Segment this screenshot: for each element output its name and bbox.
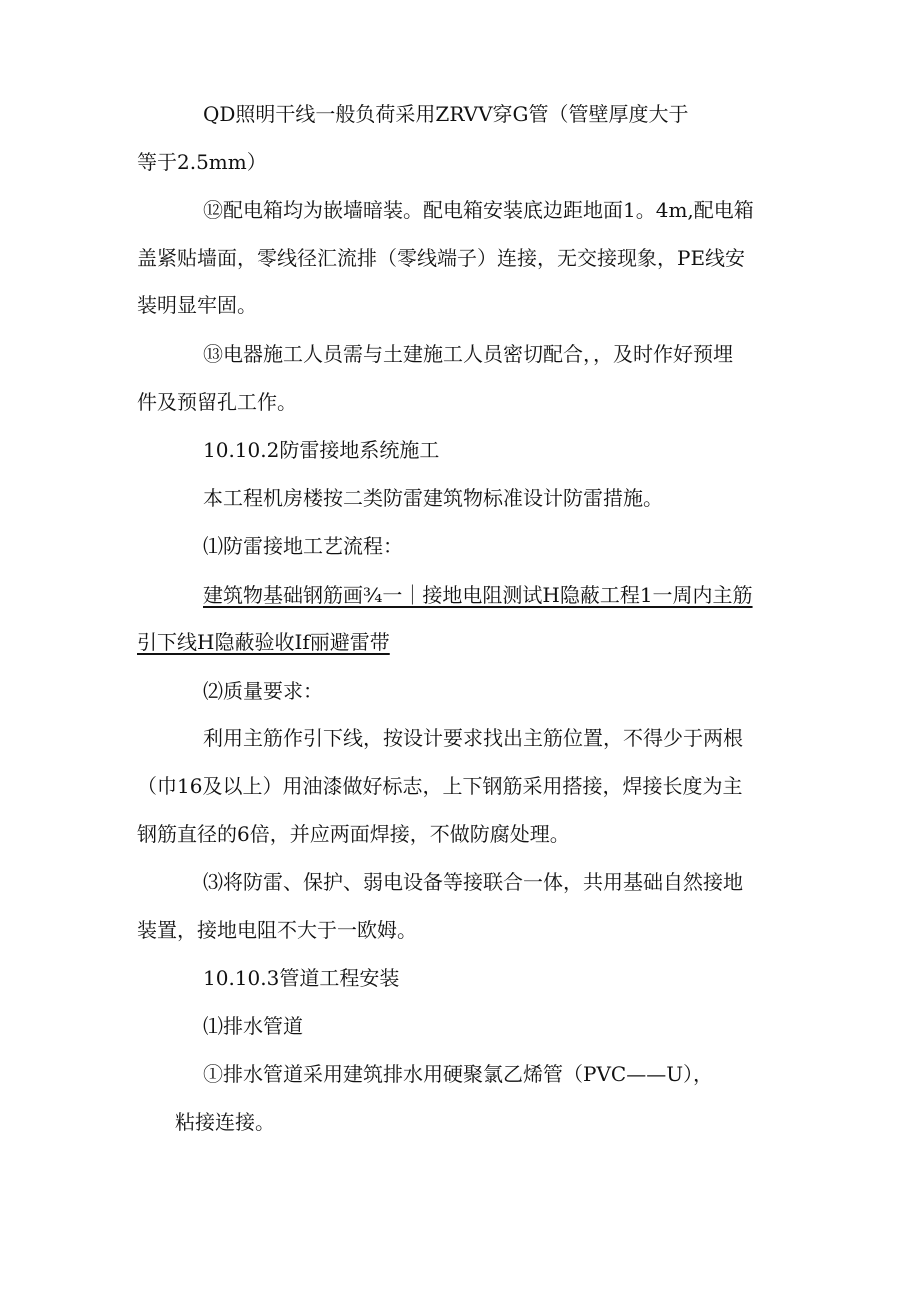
process-flow-line: 建筑物基础钢筋画¾一｜接地电阻测试H隐蔽工程1一周内主筋 <box>203 583 753 607</box>
text-line: ⑵质量要求： <box>203 679 323 703</box>
section-heading: 10.10.2防雷接地系统施工 <box>203 438 440 462</box>
text-line: 装置，接地电阻不大于一欧姆。 <box>137 918 417 942</box>
text-line: ①排水管道采用建筑排水用硬聚氯乙烯管（PVC——U）， <box>203 1062 714 1086</box>
text-line: QD照明干线一般负荷采用ZRVV穿G管（管壁厚度大于 <box>203 102 689 126</box>
text-line: ⑶将防雷、保护、弱电设备等接联合一体，共用基础自然接地 <box>203 870 743 894</box>
process-flow-line: 引下线H隐蔽验收If丽避雷带 <box>137 630 390 654</box>
text-line: 件及预留孔工作。 <box>137 390 297 414</box>
text-line: （巾16及以上）用油漆做好标志，上下钢筋采用搭接，焊接长度为主 <box>137 774 743 798</box>
text-line: 等于2.5mm） <box>137 150 267 174</box>
text-line: ⑫配电箱均为嵌墙暗装。配电箱安装底边距地面1。4m,配电箱 <box>203 198 754 222</box>
section-heading: 10.10.3管道工程安装 <box>203 966 400 990</box>
text-line: ⑬电器施工人员需与土建施工人员密切配合，，及时作好预埋 <box>203 342 733 366</box>
text-line: ⑴排水管道 <box>203 1014 303 1038</box>
text-line: 装明显牢固。 <box>137 293 257 317</box>
text-line: 本工程机房楼按二类防雷建筑物标准设计防雷措施。 <box>203 486 663 510</box>
text-line: 钢筋直径的6倍，并应两面焊接，不做防腐处理。 <box>137 822 570 846</box>
text-line: 利用主筋作引下线，按设计要求找出主筋位置，不得少于两根 <box>203 726 743 750</box>
text-line: ⑴防雷接地工艺流程： <box>203 534 403 558</box>
text-line: 盖紧贴墙面，零线径汇流排（零线端子）连接，无交接现象，PE线安 <box>137 246 746 270</box>
text-line: 粘接连接。 <box>175 1110 275 1134</box>
